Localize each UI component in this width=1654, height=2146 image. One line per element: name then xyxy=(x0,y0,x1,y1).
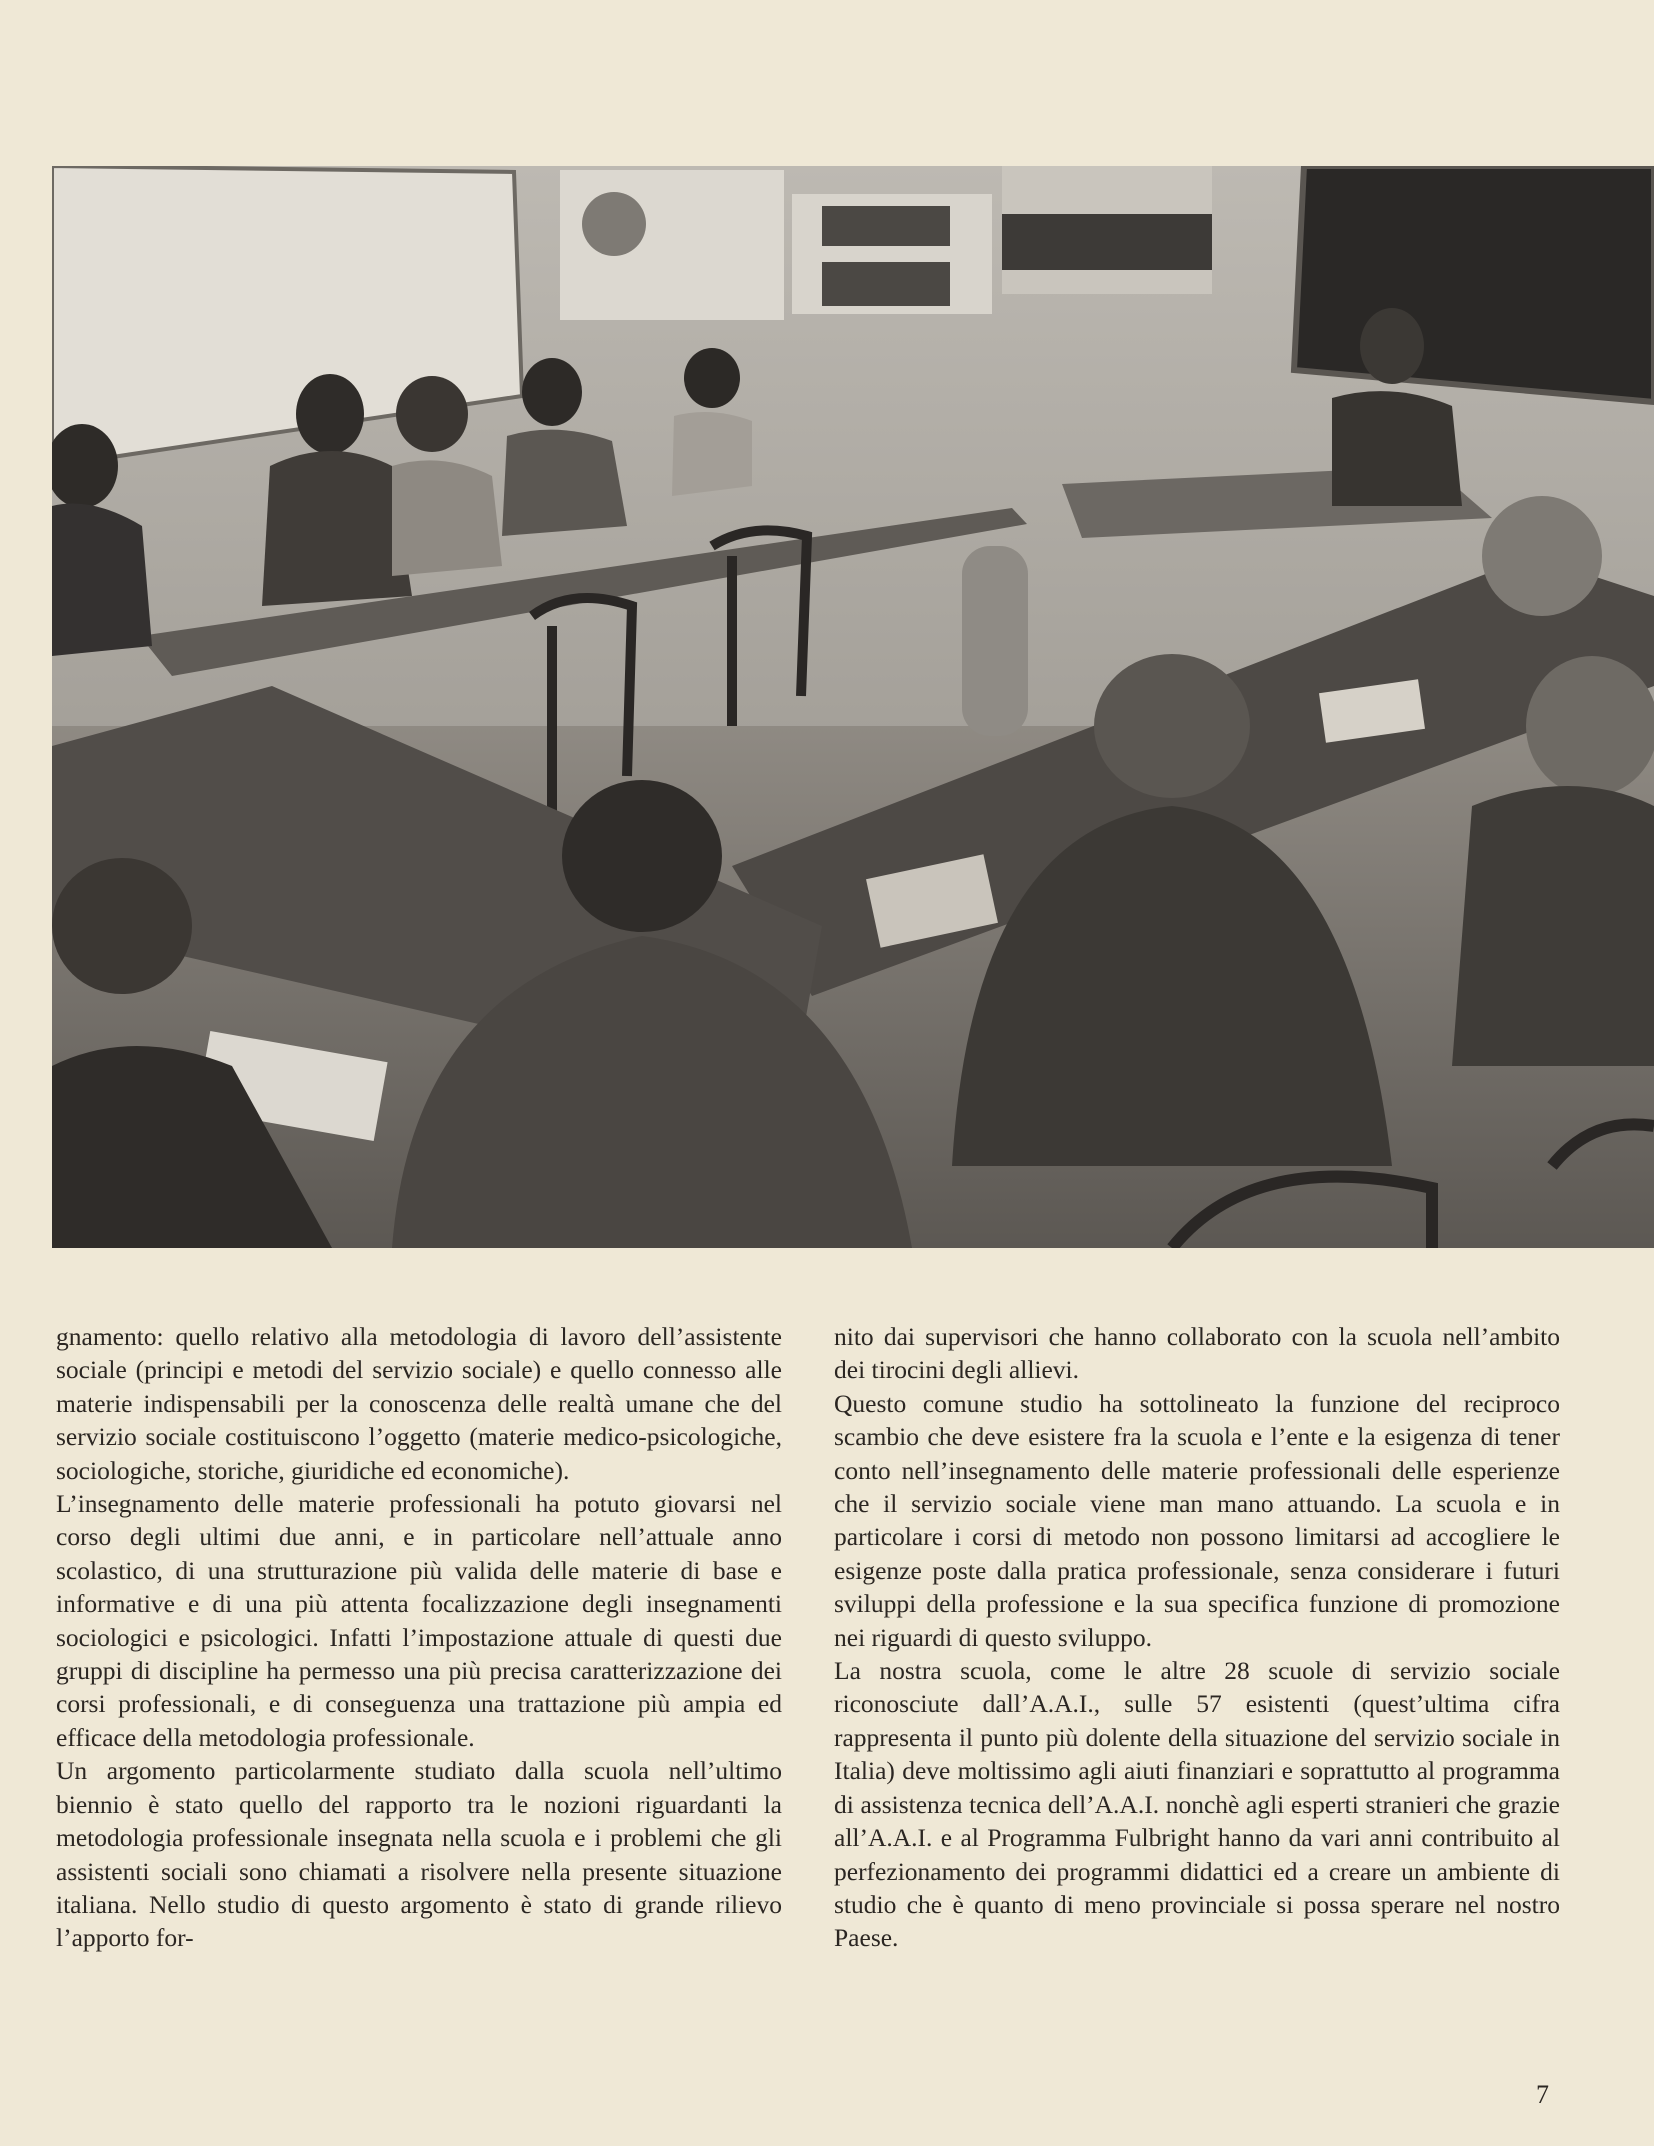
paragraph: Questo comune studio ha sottolineato la funzione del reciproco scambio che deve esistere fra la scuola e l’ente e la esigenza di tener conto nell’insegnamento delle materie professionali delle esperienze che il servizio sociale viene man mano attuando. La scuola e in particolare i corsi di metodo non possono limitarsi ad accogliere le esigenze poste dalla pratica professionale, senza considerare i futuri sviluppi della professione e la sua specifica funzione di promozione nei riguardi di questo sviluppo. xyxy=(834,1388,1560,1652)
poster-3-strip xyxy=(1002,214,1212,270)
person-head xyxy=(1482,496,1602,616)
gas-cylinder xyxy=(962,546,1028,736)
person-head xyxy=(396,376,468,452)
person-head xyxy=(562,780,722,932)
paragraph: gnamento: quello relativo alla metodologia di lavoro dell’assistente sociale (principi e metodi del servizio sociale) e quello connesso alle materie indispensabili per la conoscenza delle realtà umane che del servizio sociale costituiscono l’oggetto (materie medico-psicologiche, sociologiche, storiche, giuridiche ed economiche). xyxy=(56,1322,782,1485)
classroom-photo-illustration xyxy=(52,166,1654,1248)
person-body xyxy=(672,412,752,496)
person-body xyxy=(52,504,152,657)
poster-2-panel xyxy=(822,206,950,246)
classroom-photo xyxy=(52,166,1654,1248)
person-body xyxy=(1452,786,1654,1066)
poster-pie xyxy=(582,192,646,256)
person-head xyxy=(522,358,582,426)
person-head xyxy=(296,374,364,454)
person-body xyxy=(1332,391,1462,506)
text-column-right xyxy=(834,1320,1560,1955)
paragraph: L’insegnamento delle materie professionali ha potuto giovarsi nel corso degli ultimi due anni, e in particolare nell’attuale anno scolastico, di una strutturazione più valida delle materie di base e informative e di una più attenta focalizzazione degli insegnamenti sociologici e psicologici. Infatti l’impostazione attuale di questi due gruppi di discipline ha permesso una più precisa caratterizzazione dei corsi professionali, e di conseguenza una trattazione più ampia ed efficace della metodologia professionale. xyxy=(56,1489,782,1752)
paragraph: nito dai supervisori che hanno collaborato con la scuola nell’ambito dei tirocini degli allievi. xyxy=(834,1322,1560,1385)
person-head xyxy=(1094,654,1250,798)
person-head xyxy=(1526,656,1654,796)
person-head xyxy=(1360,308,1424,384)
person-head xyxy=(52,858,192,994)
text-column-left xyxy=(56,1320,782,1955)
page-number: 7 xyxy=(1536,2080,1549,2109)
person-body xyxy=(502,430,627,536)
paragraph: Un argomento particolarmente studiato dalla scuola nell’ultimo biennio è stato quello del rapporto tra le nozioni riguardanti la metodologia professionale insegnata nella scuola e i problemi che gli assistenti sociali sono chiamati a risolvere nella presente situazione italiana. Nello studio di questo argomento è stato di grande rilievo l’apporto for- xyxy=(56,1756,782,1953)
poster-2-panel-b xyxy=(822,262,950,306)
person-head xyxy=(684,348,740,408)
person-body xyxy=(262,451,412,606)
person-body xyxy=(392,460,502,576)
paragraph: La nostra scuola, come le altre 28 scuole di servizio sociale riconosciute dall’A.A.I., sulle 57 esistenti (quest’ultima cifra rappresenta il punto più dolente della situazione del servizio sociale in Italia) deve moltissimo agli aiuti finanziari e soprattutto al programma di assistenza tecnica dell’A.A.I. nonchè agli esperti stranieri che grazie all’A.A.I. e al Programma Fulbright hanno da vari anni contribuito al perfezionamento dei programmi didattici ed a creare un ambiente di studio che è quanto di meno provinciale si possa sperare nel nostro Paese. xyxy=(834,1656,1560,1953)
blackboard xyxy=(1294,166,1654,402)
